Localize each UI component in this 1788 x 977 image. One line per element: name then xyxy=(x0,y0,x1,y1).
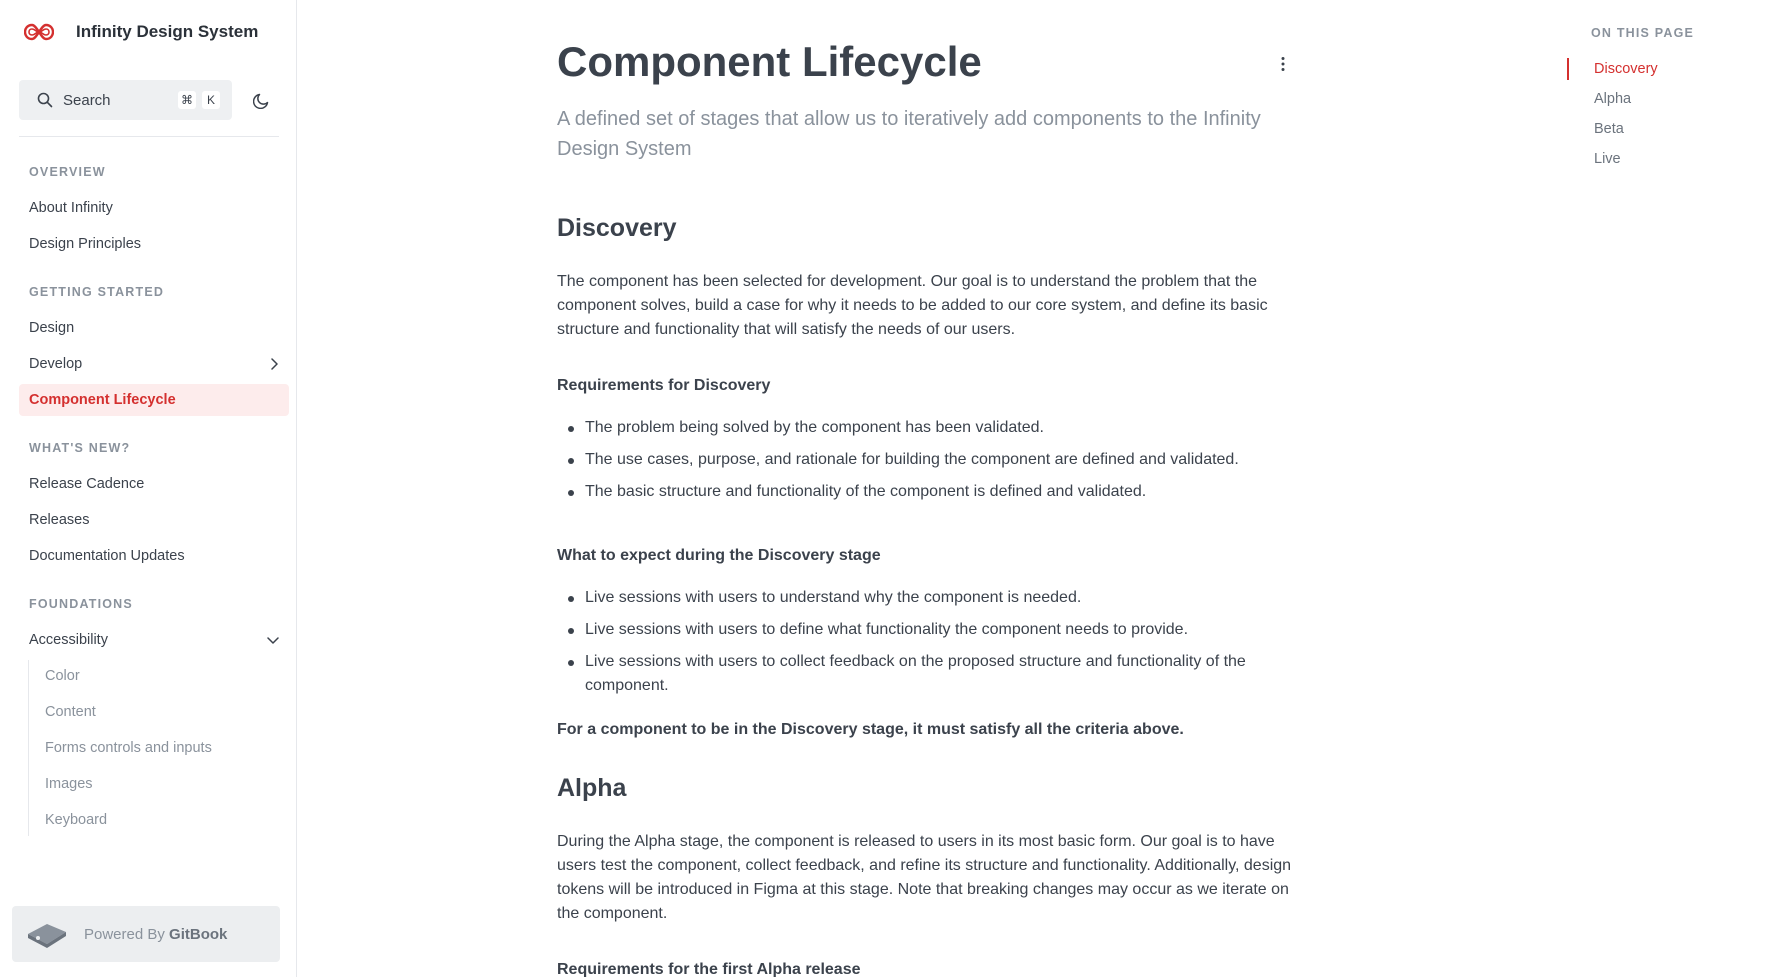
nav-section-getting-started: GETTING STARTED xyxy=(29,285,165,299)
nav-section-whats-new: WHAT'S NEW? xyxy=(29,441,131,455)
nav-section-overview: OVERVIEW xyxy=(29,165,106,179)
shortcut-key-k: K xyxy=(202,91,220,109)
sidebar-item-releases[interactable] xyxy=(19,504,289,536)
sidebar-item-label: Design Principles xyxy=(29,236,142,252)
heading-expect-discovery: What to expect during the Discovery stage xyxy=(557,547,881,564)
sidebar-item-content[interactable] xyxy=(35,696,289,728)
accessibility-subnav xyxy=(28,660,289,836)
heading-discovery: Discovery xyxy=(557,214,677,242)
list-item: Live sessions with users to collect feedback on the proposed structure and functionality of the component. xyxy=(557,650,1307,698)
sidebar-item-release-cadence[interactable] xyxy=(19,468,289,500)
sidebar-item-label: Keyboard xyxy=(45,812,108,828)
sidebar-item-label: Releases xyxy=(29,512,90,528)
page-title: Component Lifecycle xyxy=(557,38,982,85)
alpha-intro: During the Alpha stage, the component is released to users in its most basic form. Our goal is to have users test the component, collect feedback, and refine its structure and functionality. Additionally, design tokens will be introduced in Figma at this stage. Note that breaking changes may occur as we iterate on the component. xyxy=(557,833,1292,922)
heading-requirements-discovery: Requirements for Discovery xyxy=(557,377,771,394)
sidebar-item-label: About Infinity xyxy=(29,200,113,216)
sidebar-item-label: Color xyxy=(45,668,80,684)
sidebar-item-component-lifecycle[interactable] xyxy=(19,384,289,416)
sidebar-item-label: Documentation Updates xyxy=(29,548,185,564)
shortcut-key-cmd: ⌘ xyxy=(178,91,196,109)
chevron-right-icon[interactable] xyxy=(269,358,279,370)
toc-item-live[interactable]: Live xyxy=(1594,151,1621,167)
heading-requirements-alpha: Requirements for the first Alpha release xyxy=(557,961,861,977)
brand[interactable] xyxy=(24,18,258,46)
moon-icon xyxy=(253,92,270,109)
chevron-down-icon[interactable] xyxy=(267,635,279,645)
page-subtitle: A defined set of stages that allow us to iteratively add components to the Infinity Design System xyxy=(557,108,1261,160)
page-options-button[interactable] xyxy=(1277,54,1289,74)
article xyxy=(557,210,1307,977)
toc-item-beta[interactable]: Beta xyxy=(1594,121,1624,137)
discovery-intro: The component has been selected for development. Our goal is to understand the problem that the component solves, build a case for why it needs to be added to our core system, and define its basic structure and functionality that will satisfy the needs of our users. xyxy=(557,273,1268,338)
sidebar xyxy=(0,0,297,977)
gitbook-logo-icon xyxy=(26,918,68,950)
sidebar-item-label: Develop xyxy=(29,356,83,372)
sidebar-item-design-principles[interactable] xyxy=(19,228,289,260)
sidebar-item-forms-controls[interactable] xyxy=(35,732,289,764)
sidebar-item-about-infinity[interactable] xyxy=(19,192,289,224)
sidebar-item-accessibility[interactable] xyxy=(19,624,289,656)
requirements-list xyxy=(557,416,1307,504)
sidebar-item-label: Design xyxy=(29,320,75,336)
search-label: Search xyxy=(63,91,111,109)
expectations-list xyxy=(557,586,1307,698)
toc-item-discovery[interactable]: Discovery xyxy=(1567,54,1766,84)
sidebar-nav xyxy=(19,160,289,840)
sidebar-item-label: Release Cadence xyxy=(29,476,145,492)
toc-list xyxy=(1566,54,1766,174)
list-item: The problem being solved by the component has been validated. xyxy=(557,416,1307,440)
list-item: The use cases, purpose, and rationale for building the component are defined and validated. xyxy=(557,448,1307,472)
toc-item-alpha[interactable]: Alpha xyxy=(1594,91,1632,107)
more-vertical-icon xyxy=(1281,56,1285,72)
sidebar-item-keyboard[interactable] xyxy=(35,804,289,836)
gitbook-label xyxy=(84,926,227,943)
gitbook-prefix: Powered By xyxy=(84,925,165,943)
brand-title: Infinity Design System xyxy=(76,22,259,41)
sidebar-item-images[interactable] xyxy=(35,768,289,800)
sidebar-item-develop[interactable] xyxy=(19,348,289,380)
list-item: Live sessions with users to understand why the component is needed. xyxy=(557,586,1307,610)
infinity-logo-icon xyxy=(24,19,54,45)
sidebar-item-color[interactable] xyxy=(35,660,289,692)
gitbook-brand: GitBook xyxy=(169,925,228,943)
list-item: The basic structure and functionality of the component is defined and validated. xyxy=(557,480,1307,504)
sidebar-item-label: Images xyxy=(45,776,93,792)
powered-by-gitbook[interactable] xyxy=(12,906,280,962)
sidebar-item-label: Forms controls and inputs xyxy=(45,740,212,756)
nav-section-foundations: FOUNDATIONS xyxy=(29,597,133,611)
sidebar-item-label: Content xyxy=(45,704,96,720)
discovery-criteria: For a component to be in the Discovery stage, it must satisfy all the criteria above. xyxy=(557,721,1184,738)
sidebar-item-documentation-updates[interactable] xyxy=(19,540,289,572)
search-button[interactable] xyxy=(19,80,232,120)
list-item: Live sessions with users to define what functionality the component needs to provide. xyxy=(557,618,1307,642)
sidebar-divider xyxy=(19,136,279,137)
sidebar-item-design[interactable] xyxy=(19,312,289,344)
toc-title: ON THIS PAGE xyxy=(1591,26,1695,40)
sidebar-item-label: Accessibility xyxy=(29,632,108,648)
dark-mode-toggle[interactable] xyxy=(251,90,271,110)
heading-alpha: Alpha xyxy=(557,774,627,802)
search-icon xyxy=(37,92,53,108)
on-this-page xyxy=(1566,22,1766,174)
sidebar-item-label: Component Lifecycle xyxy=(29,392,176,408)
